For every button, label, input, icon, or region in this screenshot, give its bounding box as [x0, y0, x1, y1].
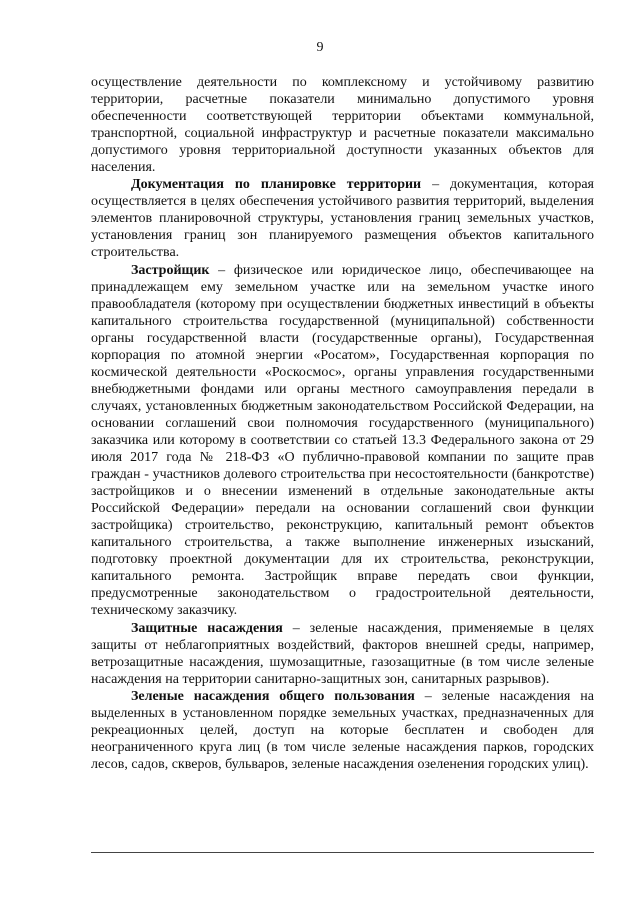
definition-text: – зеленые насаждения, применяемые в целях защиты от неблагоприятных воздействий, факторов внешней среды, например, ветрозащитные насаждения, шумозащитные, газозащитные (в том числе зеленые насаждения на территории санитарно-защитных зон, санитарных разрывов). — [91, 620, 594, 687]
definition-developer — [91, 262, 594, 620]
defined-term: Зеленые насаждения общего пользования — [131, 688, 415, 704]
definition-text: – документация, которая осуществляется в целях обеспечения устойчивого развития территорий, выделения элементов планировочной структуры, установления границ земельных участков, установления границ зон планируемого размещения объектов капитального строительства. — [91, 177, 594, 261]
document-body — [91, 74, 594, 773]
footer-divider — [91, 852, 594, 853]
defined-term: Документация по планировке территории — [131, 177, 422, 193]
paragraph-continuation — [91, 74, 594, 176]
page-number: 9 — [316, 40, 324, 55]
definition-planning-documentation — [91, 176, 594, 261]
definition-public-green-spaces — [91, 688, 594, 773]
defined-term: Застройщик — [131, 262, 210, 278]
paragraph-text: осуществление деятельности по комплексному и устойчивому развитию территории, расчетные показатели минимально допустимого уровня обеспеченности соответствующей территории объектами коммунальной, транспортной, социальной инфраструктур и расчетные показатели максимально допустимого уровня территориальной доступности указанных объектов для населения. — [91, 75, 594, 176]
defined-term: Защитные насаждения — [131, 620, 283, 636]
definition-text: – физическое или юридическое лицо, обеспечивающее на принадлежащем ему земельном участке или на земельном участке иного правообладателя (которому при осуществлении бюджетных инвестиций в объекты капитального строительства государственной (муниципальной) собственности органы государственной власти (государственные органы), Государственная корпорация по атомной энергии «Росатом», Государственная корпорация по космической деятельности «Роскосмос», органы управления государственными внебюджетными фондами или органы местного самоуправления передали в случаях, установленных бюджетным законодательством Российской Федерации, на основании соглашений свои полномочия государственного (муниципального) заказчика или которому в соответствии со статьей 13.3 Федерального закона от 29 июля 2017 года № 218-ФЗ «О публично-правовой компании по защите прав граждан - участников долевого строительства при несостоятельности (банкротстве) застройщиков и о внесении изменений в отдельные законодательные акты Российской Федерации» передали на основании соглашений свои функции застройщика) строительство, реконструкцию, капитальный ремонт объектов капитального строительства, а также выполнение инженерных изысканий, подготовку проектной документации для их строительства, реконструкции, капитального ремонта. Застройщик вправе передать свои функции, предусмотренные законодательством о градостроительной деятельности, техническому заказчику. — [91, 262, 594, 619]
definition-text: – зеленые насаждения на выделенных в установленном порядке земельных участках, предназначенных для рекреационных целей, доступ на которые бесплатен и свободен для неограниченного круга лиц (в том числе зеленые насаждения парков, городских лесов, садов, скверов, бульваров, зеленые насаждения озеленения городских улиц). — [91, 688, 594, 772]
definition-protective-plantings — [91, 620, 594, 688]
